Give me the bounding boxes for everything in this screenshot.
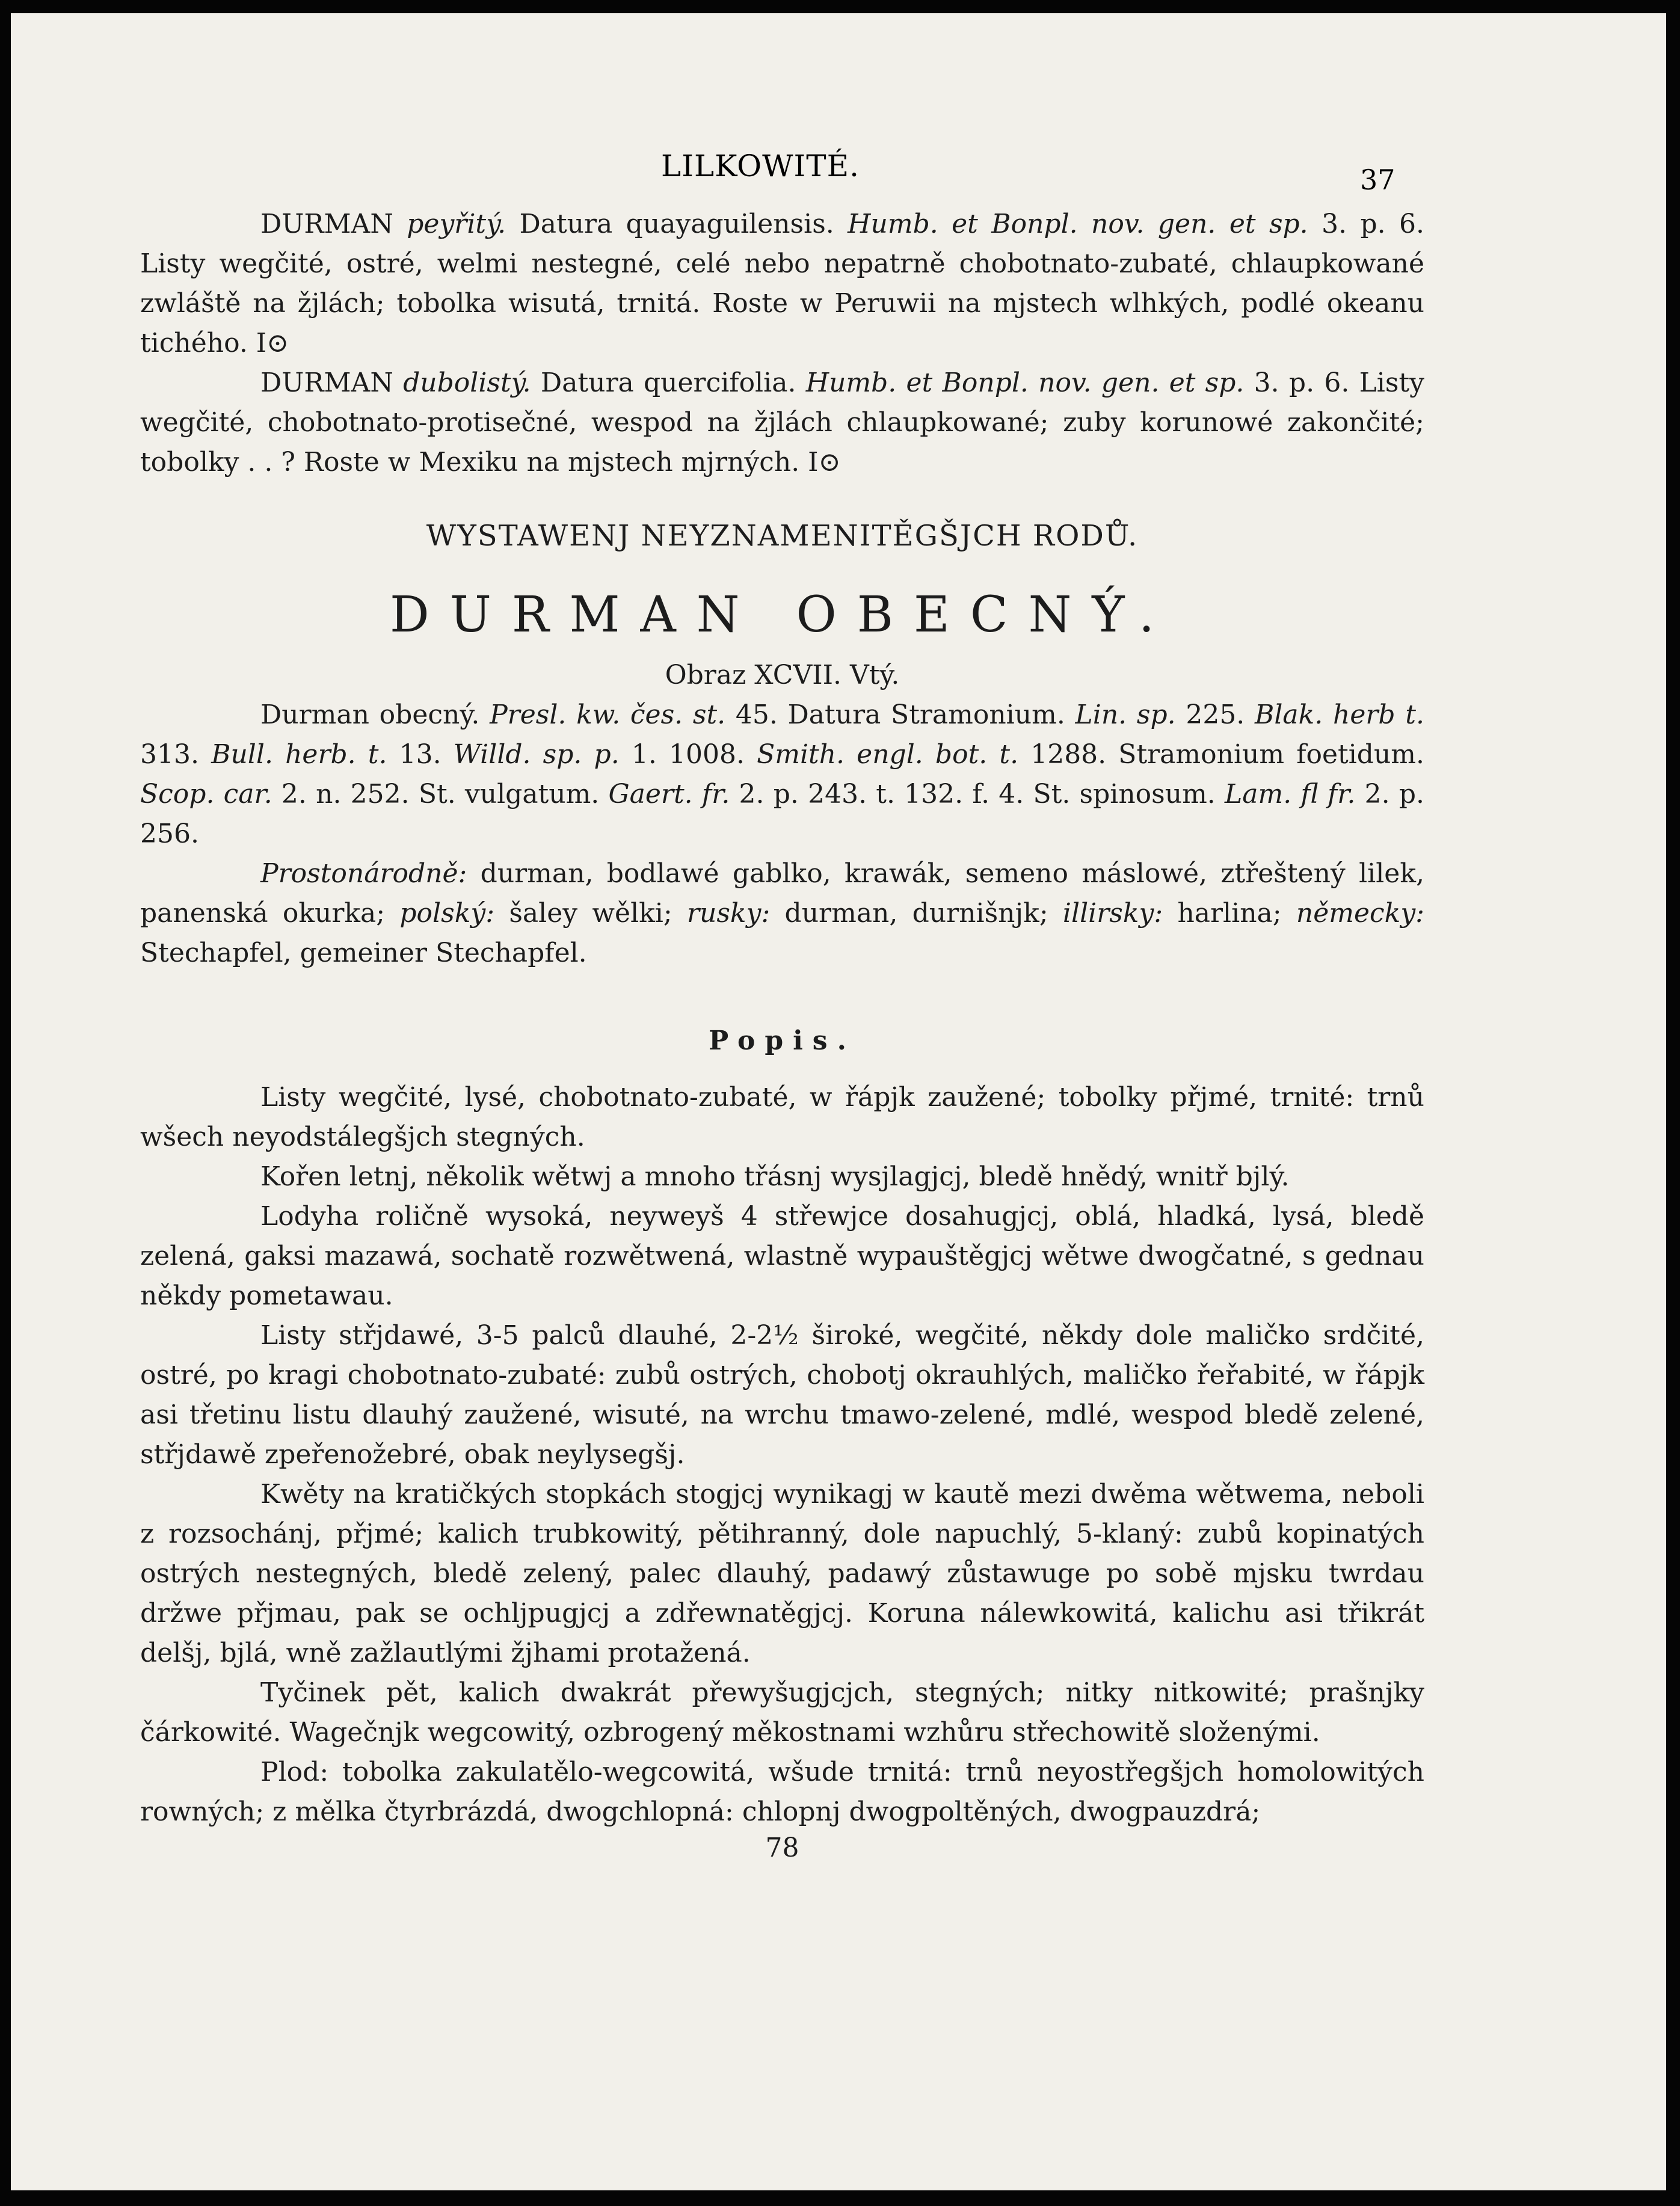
synonym-text: Durman obecný.: [260, 699, 490, 730]
synonym-text: 2. p. 256.: [140, 779, 1425, 849]
entry-genus: DURMAN: [260, 209, 393, 239]
running-header-title: LILKOWITÉ.: [661, 149, 860, 183]
entry-epithet: peyřitý.: [407, 209, 506, 239]
vernacular-text: durman, bodlawé gablko, krawák, semeno máslowé, ztřeštený lilek, panenská okurka;: [140, 858, 1424, 929]
description-paragraph: Kořen letnj, několik wětwj a mnoho třásnj wysjlagjcj, bledě hnědý, wnitř bjlý.: [260, 1161, 1290, 1192]
plate-reference: Obraz XCVII. Vtý.: [665, 660, 900, 690]
synonym-text: 313.: [140, 739, 212, 770]
entry-text: 3. p. 6. Listy wegčité, ostré, welmi nestegné, celé nebo nepatrně chobotnato-zubaté, chlaupkowané zwláště na žjlách; tobolka wisutá, trnitá. Roste w Peruwii na mjstech wlhkých, podlé okeanu tichého. I⊙: [140, 209, 1424, 358]
synonym-ref: Smith. engl. bot. t.: [757, 739, 1019, 770]
synonym-ref: Scop. car.: [140, 779, 272, 810]
synonym-ref: Lin. sp.: [1075, 699, 1176, 730]
entry-reference: Humb. et Bonpl. nov. gen. et sp.: [848, 209, 1308, 239]
vernacular-names: [140, 854, 1424, 973]
species-title: DURMAN OBECNÝ.: [389, 586, 1175, 644]
synonymy: [140, 695, 1424, 854]
vernacular-label: rusky:: [686, 898, 771, 929]
popis-heading: Popis.: [709, 1025, 856, 1056]
synonym-ref: Gaert. fr.: [608, 779, 730, 810]
synonym-text: 1. 1008.: [619, 739, 757, 770]
synonym-text: 1288. Stramonium foetidum.: [1018, 739, 1425, 770]
description-paragraph: Lodyha roličně wysoká, neyweyš 4 střewjce dosahugjcj, oblá, hladká, lysá, bledě zelená, gaksi mazawá, sochatě rozwětwená, wlastně wypauštěgjcj wětwe dwogčatné, s gednau někdy pometawau.: [140, 1201, 1424, 1311]
vernacular-text: harlina;: [1163, 898, 1296, 929]
entry-datura-quercifolia: [140, 363, 1424, 482]
page: [11, 13, 1666, 2190]
entry-text: Datura quercifolia.: [531, 367, 806, 398]
synonym-text: 45. Datura Stramonium.: [725, 699, 1075, 730]
synonym-text: 2. n. 252. St. vulgatum.: [272, 779, 609, 810]
vernacular-label: illirsky:: [1062, 898, 1163, 929]
entry-genus: DURMAN: [260, 367, 393, 398]
synonym-text: 13.: [387, 739, 454, 770]
synonym-ref: Presl. kw. čes. st.: [490, 699, 726, 730]
vernacular-text: šaley wělki;: [494, 898, 687, 929]
description-paragraph: Kwěty na kratičkých stopkách stogjcj wynikagj w kautě mezi dwěma wětwema, neboli z rozsochánj, přjmé; kalich trubkowitý, pětihranný, dole napuchlý, 5-klaný: zubů kopinatých ostrých nestegných, bledě zelený, palec dlauhý, padawý zůstawuge po sobě mjsku twrdau držwe přjmau, pak se ochljpugjcj a zdřewnatěgjcj. Koruna nálewkowitá, kalichu asi třikrát delšj, bjlá, wně zažlautlými žjhami protažená.: [140, 1479, 1424, 1668]
synonym-ref: Willd. sp. p.: [453, 739, 620, 770]
entry-epithet: dubolistý.: [403, 367, 531, 398]
vernacular-label: Prostonárodně:: [260, 858, 467, 889]
vernacular-label: polský:: [399, 898, 495, 929]
page-content: [140, 204, 1424, 1864]
synonym-ref: Bull. herb. t.: [211, 739, 387, 770]
entry-datura-quayaguilensis: [140, 204, 1424, 363]
description-paragraph: Tyčinek pět, kalich dwakrát přewyšugjcjch, stegných; nitky nitkowité; prašnjky čárkowité. Wagečnjk wegcowitý, ozbrogený měkostnami wzhůru střechowitě složenými.: [140, 1677, 1424, 1748]
footer-signature-number: 78: [765, 1833, 799, 1863]
vernacular-label: německy:: [1296, 898, 1424, 929]
vernacular-text: Stechapfel, gemeiner Stechapfel.: [140, 938, 587, 968]
entry-reference: Humb. et Bonpl. nov. gen. et sp.: [805, 367, 1245, 398]
description-paragraph: Listy wegčité, lysé, chobotnato-zubaté, w řápjk zaužené; tobolky přjmé, trnité: trnů wšech neyodstálegšjch stegných.: [140, 1082, 1424, 1152]
page-number: 37: [1360, 164, 1395, 196]
synonym-ref: Lam. fl fr.: [1225, 779, 1356, 810]
synonym-text: 225.: [1175, 699, 1255, 730]
description-paragraph: Plod: tobolka zakulatělo-wegcowitá, wšude trnitá: trnů neyostřegšjch homolowitých rowných; z mělka čtyrbrázdá, dwogchlopná: chlopnj dwogpoltěných, dwogpauzdrá;: [140, 1757, 1424, 1827]
section-heading: WYSTAWENJ NEYZNAMENITĚGŠJCH RODŮ.: [426, 519, 1139, 553]
description-paragraph: Listy střjdawé, 3-5 palců dlauhé, 2-2½ široké, wegčité, někdy dole maličko srdčité, ostré, po kragi chobotnato-zubaté: zubů ostrých, chobotj okrauhlých, maličko řeřabité, w řápjk asi třetinu listu dlauhý zaužené, wisuté, na wrchu tmawo-zelené, mdlé, wespod bledě zelené, střjdawě zpeřenožebré, obak neylysegšj.: [140, 1320, 1424, 1470]
entry-text: 3. p. 6. Listy wegčité, chobotnato-protisečné, wespod na žjlách chlaupkowané; zuby korunowé zakončité; tobolky . . ? Roste w Mexiku na mjstech mjrných. I⊙: [140, 367, 1425, 478]
entry-text: Datura quayaguilensis.: [506, 209, 848, 239]
synonym-ref: Blak. herb t.: [1255, 699, 1424, 730]
synonym-text: 2. p. 243. t. 132. f. 4. St. spinosum.: [730, 779, 1225, 810]
vernacular-text: durman, durnišnjk;: [770, 898, 1063, 929]
